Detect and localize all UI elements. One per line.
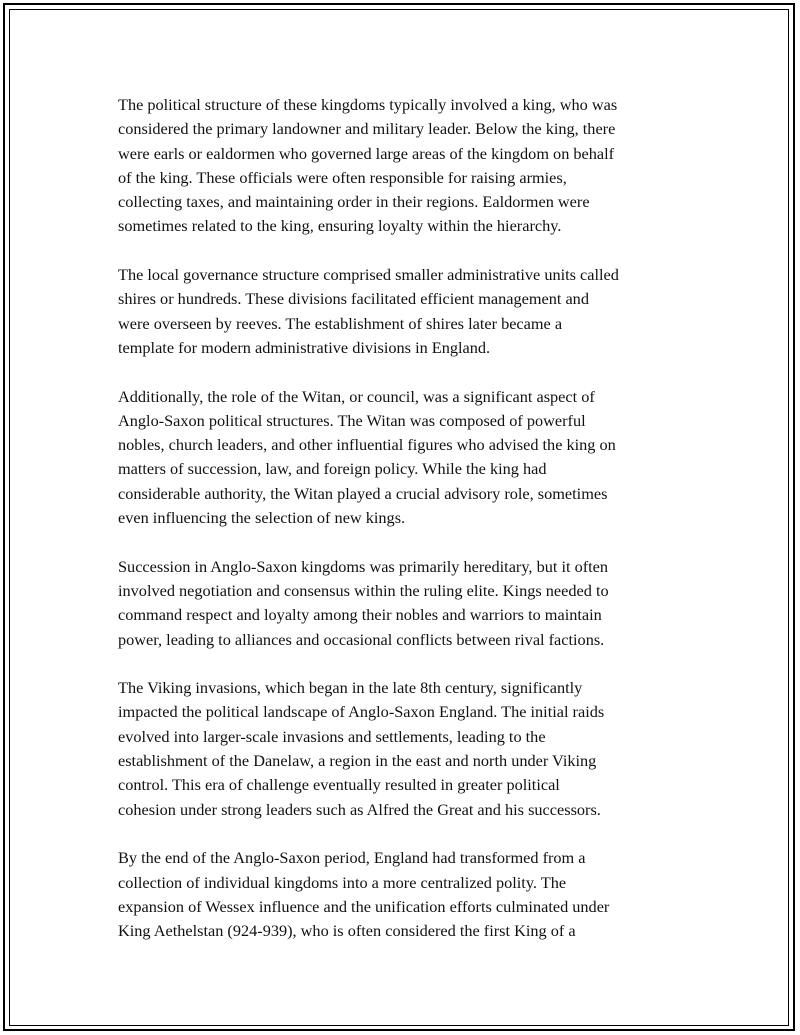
text-line: considered the primary landowner and military leader. Below the king, there [118, 119, 616, 139]
text-line: involved negotiation and consensus within the ruling elite. Kings needed to [118, 580, 609, 600]
text-line: collecting taxes, and maintaining order in their regions. Ealdormen were [118, 192, 590, 212]
text-line: were overseen by reeves. The establishment of shires later became a [118, 313, 563, 333]
text-line: shires or hundreds. These divisions facilitated efficient management and [118, 289, 589, 309]
paragraph-witan [118, 385, 698, 531]
paragraph-viking-invasions [118, 676, 698, 822]
text-line: sometimes related to the king, ensuring loyalty within the hierarchy. [118, 216, 562, 236]
text-line: establishment of the Danelaw, a region in the east and north under Viking [118, 751, 597, 771]
paragraph-political-structure [118, 93, 698, 239]
text-line: King Aethelstan (924-939), who is often considered the first King of a [118, 921, 576, 941]
text-line: The local governance structure comprised smaller administrative units called [118, 265, 619, 285]
text-line: even influencing the selection of new kings. [118, 508, 406, 528]
text-line: By the end of the Anglo-Saxon period, England had transformed from a [118, 848, 586, 868]
text-line: template for modern administrative divisions in England. [118, 337, 491, 357]
text-line: were earls or ealdormen who governed large areas of the kingdom on behalf [118, 143, 615, 163]
text-line: cohesion under strong leaders such as Alfred the Great and his successors. [118, 799, 601, 819]
text-line: control. This era of challenge eventually resulted in greater political [118, 775, 560, 795]
text-line: Succession in Anglo-Saxon kingdoms was primarily hereditary, but it often [118, 556, 609, 576]
text-line: evolved into larger-scale invasions and settlements, leading to the [118, 726, 546, 746]
text-line: Anglo-Saxon political structures. The Witan was composed of powerful [118, 410, 586, 430]
text-line: power, leading to alliances and occasional conflicts between rival factions. [118, 629, 605, 649]
paragraph-succession [118, 555, 698, 652]
text-line: of the king. These officials were often responsible for raising armies, [118, 167, 567, 187]
text-line: expansion of Wessex influence and the unification efforts culminated under [118, 896, 610, 916]
text-line: collection of individual kingdoms into a more centralized polity. The [118, 872, 567, 892]
text-line: impacted the political landscape of Anglo-Saxon England. The initial raids [118, 702, 605, 722]
paragraph-local-governance [118, 263, 698, 360]
text-line: The political structure of these kingdoms typically involved a king, who was [118, 95, 618, 114]
text-line: command respect and loyalty among their nobles and warriors to maintain [118, 605, 602, 625]
text-line: The Viking invasions, which began in the late 8th century, significantly [118, 678, 583, 698]
paragraph-end-of-period [118, 846, 698, 943]
text-line: nobles, church leaders, and other influential figures who advised the king on [118, 435, 616, 455]
document-body [118, 93, 698, 968]
text-line: Additionally, the role of the Witan, or council, was a significant aspect of [118, 386, 595, 406]
text-line: considerable authority, the Witan played a crucial advisory role, sometimes [118, 483, 608, 503]
text-line: matters of succession, law, and foreign policy. While the king had [118, 459, 547, 479]
